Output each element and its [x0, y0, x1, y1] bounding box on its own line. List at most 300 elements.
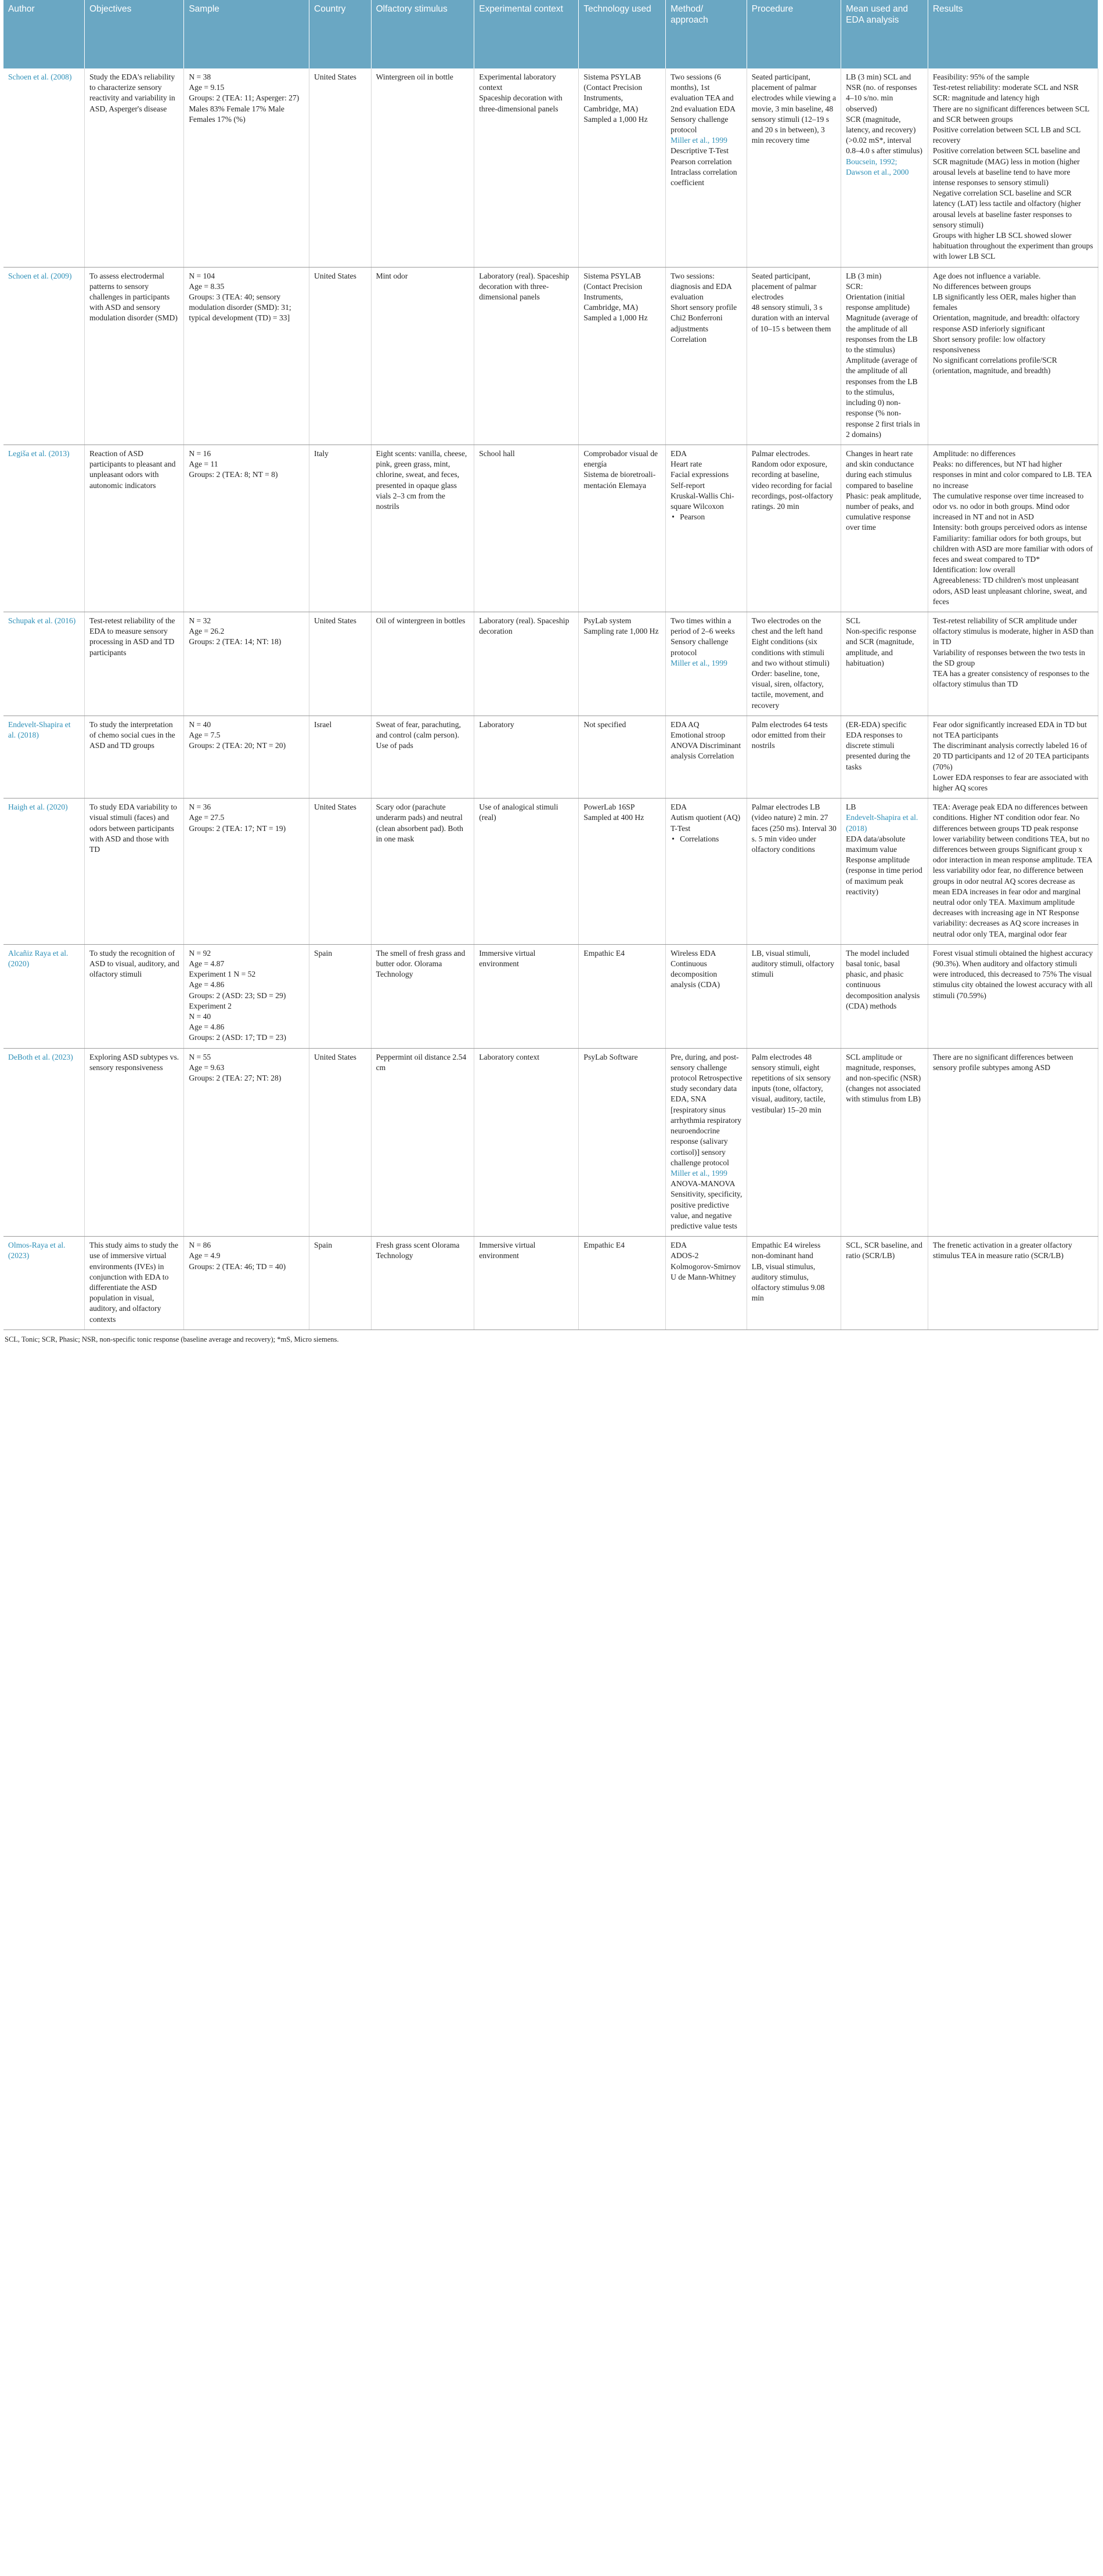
cell-line: Eight conditions (six conditions with stimuli and two without stimuli) Order: baseline, tone, visual, siren, olfactory, tactile, movement, and recovery — [751, 637, 830, 710]
cell-line: Age = 27.5 — [189, 813, 225, 822]
technology-cell — [579, 944, 666, 1048]
cell-line: Study the EDA's reliability to characterize sensory reactivity and variability in ASD, Asperger's disease — [89, 73, 175, 113]
header-row — [3, 0, 1098, 68]
cell-line: Age = 4.87 — [189, 959, 225, 969]
cell-line: EDA — [671, 803, 687, 812]
cell-line: Groups: 2 (TEA: 11; Asperger: 27) — [189, 93, 300, 103]
cell-line: N = 104 — [189, 271, 215, 280]
cell-line: N = 40 — [189, 1012, 211, 1021]
cell-line: To study the interpretation of chemo social cues in the ASD and TD groups — [89, 720, 175, 750]
cell-line: Sistema PSYLAB (Contact Precision Instruments, Cambridge, MA) — [583, 271, 643, 312]
cell-line: PsyLab Software — [583, 1052, 638, 1061]
sample-cell — [184, 1048, 309, 1236]
table-body — [3, 68, 1098, 1329]
cell-line: Sistema PSYLAB (Contact Precision Instruments, Cambridge, MA) — [583, 73, 643, 113]
objectives-cell — [85, 68, 184, 267]
cell-line: Age = 4.86 — [189, 980, 225, 989]
cell-line: Age = 9.15 — [189, 83, 225, 92]
studies-table — [3, 0, 1098, 1330]
author-citation-link[interactable]: Alcañiz Raya et al. (2020) — [8, 948, 69, 969]
experimental-context-cell — [474, 445, 579, 612]
cell-line: (ER-EDA) specific EDA responses to discrete stimuli presented during the tasks — [846, 720, 911, 771]
cell-line: Spaceship decoration with three-dimensional panels — [479, 93, 563, 113]
cell-line: Groups: 2 (ASD: 17; TD = 23) — [189, 1033, 286, 1042]
cell-line: Sistema de bioretroali-mentación Elemaya — [583, 470, 656, 490]
cell-line: No significant correlations profile/SCR (orientation, magnitude, and breadth) — [932, 356, 1057, 375]
objectives-cell — [85, 1237, 184, 1330]
cell-line: Non-specific response and SCR (magnitude, amplitude, and habituation) — [846, 627, 917, 667]
cell-line: N = 86 — [189, 1241, 211, 1250]
cell-line: Two sessions: diagnosis and EDA evaluation — [671, 271, 732, 302]
technology-cell — [579, 267, 666, 445]
cell-text: Spain — [314, 1241, 333, 1250]
cell-line: Changes in heart rate and skin conductance during each stimulus compared to baseline — [846, 449, 914, 490]
cell-line: SCL amplitude or magnitude, responses, and non-specific (NSR) (changes not associated with stimulus from LB) — [846, 1052, 921, 1104]
cell-line: Groups: 2 (ASD: 23; SD = 29) — [189, 991, 286, 1000]
cell-line: N = 40 — [189, 720, 211, 729]
experimental-context-cell — [474, 716, 579, 798]
cell-line: Fear odor significantly increased EDA in TD but not TEA participants — [932, 720, 1087, 739]
cell-line: Groups with higher LB SCL showed slower habituation throughout the experiment than groups with lower LB SCL — [932, 231, 1093, 261]
results-cell — [928, 1048, 1098, 1236]
cell-line: Wireless EDA Continuous decomposition analysis (CDA) — [671, 948, 720, 989]
procedure-cell — [747, 1237, 841, 1330]
cell-text: Israel — [314, 720, 332, 729]
bullet-item: • Pearson — [671, 512, 742, 522]
cell-line: SCL, SCR baseline, and ratio (SCR/LB) — [846, 1241, 922, 1260]
technology-cell — [579, 1048, 666, 1236]
procedure-cell — [747, 944, 841, 1048]
cell-line: Experimental laboratory context — [479, 73, 556, 92]
column-header: Author — [3, 0, 85, 68]
objectives-cell — [85, 612, 184, 716]
cell-line: Age = 4.86 — [189, 1023, 225, 1032]
column-header: Method/ approach — [666, 0, 747, 68]
column-header: Technology used — [579, 0, 666, 68]
cell-line: The model included basal tonic, basal phasic, and phasic continuous decomposition analysis (CDA) methods — [846, 948, 920, 1010]
cell-line: Positive correlation between SCL LB and SCL recovery — [932, 125, 1081, 145]
method-cell — [666, 799, 747, 945]
cell-line: Palm electrodes 64 tests odor emitted from their nostrils — [751, 720, 828, 750]
author-cell — [3, 1237, 85, 1330]
column-header: Mean used and EDA analysis — [841, 0, 928, 68]
sample-cell — [184, 944, 309, 1048]
cell-line: To study EDA variability to visual stimuli (faces) and odors between participants with ASD and those with TD — [89, 803, 177, 854]
cell-line: Empathic E4 — [583, 948, 625, 958]
experimental-context-cell — [474, 68, 579, 267]
cell-line: Age = 11 — [189, 460, 218, 469]
cell-line: EDA AQ — [671, 720, 700, 729]
technology-cell — [579, 1237, 666, 1330]
cell-line: Laboratory (real). Spaceship decoration — [479, 616, 569, 636]
cell-line: Test-retest reliability: moderate SCL and NSR SCR: magnitude and latency high — [932, 83, 1079, 103]
cell-line: Exploring ASD subtypes vs. sensory responsiveness — [89, 1052, 179, 1072]
cell-line: Age = 26.2 — [189, 627, 225, 636]
technology-cell — [579, 612, 666, 716]
cell-line: Peaks: no differences, but NT had higher responses in mint and color compared to LB. TEA no increase — [932, 460, 1092, 490]
cell-line: Age = 4.9 — [189, 1251, 221, 1260]
olfactory-stimulus-cell — [371, 944, 474, 1048]
cell-line: Test-retest reliability of the EDA to measure sensory processing in ASD and TD participants — [89, 616, 175, 657]
cell-line: Short sensory profile: low olfactory responsiveness — [932, 334, 1046, 355]
author-citation-link[interactable]: DeBoth et al. (2023) — [8, 1052, 73, 1061]
table-row — [3, 1048, 1098, 1236]
cell-line: Palmar electrodes. Random odor exposure, recording at baseline, video recording for facial recordings, post-olfactory ratings. 20 min — [751, 449, 834, 511]
cell-text: Italy — [314, 449, 329, 458]
country-cell — [309, 1237, 372, 1330]
cell-line: Groups: 3 (TEA: 40; sensory modulation disorder (SMD): 31; typical development (TD) = 33] — [189, 292, 291, 323]
method-cell — [666, 612, 747, 716]
cell-line: Laboratory — [479, 720, 514, 729]
cell-line: LB, visual stimuli, auditory stimuli, olfactory stimuli — [751, 948, 835, 979]
cell-line: Groups: 2 (TEA: 27; NT: 28) — [189, 1074, 282, 1083]
results-cell — [928, 445, 1098, 612]
olfactory-stimulus-cell — [371, 1048, 474, 1236]
country-cell — [309, 68, 372, 267]
cell-line: This study aims to study the use of immersive virtual environments (IVEs) in conjunction with EDA to differentiate the ASD population in visual, auditory, and olfactory contexts — [89, 1241, 178, 1324]
cell-line: Amplitude: no differences — [932, 449, 1016, 458]
cell-line: ADOS-2 — [671, 1251, 699, 1260]
sample-cell — [184, 799, 309, 945]
cell-line: SCR: — [846, 281, 863, 291]
cell-line: Identification: low overall — [932, 565, 1015, 575]
cell-text: United States — [314, 616, 356, 625]
cell-line: Experiment 1 N = 52 — [189, 970, 256, 979]
cell-line: The frenetic activation in a greater olfactory stimulus TEA in measure ratio (SCR/LB) — [932, 1241, 1072, 1260]
cell-text: United States — [314, 73, 356, 81]
cell-line: Wintergreen oil in bottle — [376, 73, 453, 81]
cell-line: Variability of responses between the two tests in the SD group — [932, 648, 1086, 667]
cell-line: N = 32 — [189, 616, 211, 625]
cell-line: Facial expressions — [671, 470, 729, 479]
results-cell — [928, 799, 1098, 945]
cell-line: Groups: 2 (TEA: 20; NT = 20) — [189, 741, 286, 750]
country-cell — [309, 445, 372, 612]
author-cell — [3, 944, 85, 1048]
olfactory-stimulus-cell — [371, 267, 474, 445]
table-row — [3, 716, 1098, 798]
cell-line: Descriptive T-Test Pearson correlation Intraclass correlation coefficient — [671, 146, 737, 187]
country-cell — [309, 612, 372, 716]
cell-line: Palmar electrodes LB (video nature) 2 min. 27 faces (250 ms). Interval 30 s. 5 min video under olfactory conditions — [751, 803, 837, 854]
cell-line: Two times within a period of 2–6 weeks Sensory challenge protocol — [671, 616, 735, 657]
olfactory-stimulus-cell — [371, 612, 474, 716]
cell-line: Females 17% (%) — [189, 114, 246, 124]
table-footnote: SCL, Tonic; SCR, Phasic; NSR, non-specific tonic response (baseline average and recovery); *mS, Micro siemens. — [5, 1335, 339, 1343]
eda-analysis-cell — [841, 716, 928, 798]
experimental-context-cell — [474, 267, 579, 445]
table-row — [3, 799, 1098, 945]
cell-line: Laboratory context — [479, 1052, 540, 1061]
country-cell — [309, 716, 372, 798]
cell-line: N = 92 — [189, 948, 211, 958]
author-cell — [3, 799, 85, 945]
cell-line: N = 55 — [189, 1052, 211, 1061]
eda-analysis-cell — [841, 799, 928, 945]
method-cell — [666, 716, 747, 798]
cell-line: Short sensory profile Chi2 Bonferroni adjustments Correlation — [671, 303, 737, 344]
cell-line: Sweat of fear, parachuting, and control (calm person). Use of pads — [376, 720, 461, 750]
olfactory-stimulus-cell — [371, 68, 474, 267]
column-header: Country — [309, 0, 372, 68]
eda-analysis-cell — [841, 1237, 928, 1330]
results-cell — [928, 68, 1098, 267]
procedure-cell — [747, 68, 841, 267]
cell-line: Orientation (initial response amplitude) — [846, 292, 910, 312]
procedure-cell — [747, 267, 841, 445]
author-citation-link[interactable]: Schoen et al. (2008) — [8, 73, 72, 81]
cell-line: Feasibility: 95% of the sample — [932, 73, 1029, 81]
cell-line: TEA has a greater consistency of responses to the olfactory stimulus than TD — [932, 669, 1090, 689]
cell-line: To assess electrodermal patterns to sensory challenges in participants with ASD and sensory modulation disorder (SMD) — [89, 271, 178, 323]
cell-line: Age = 8.35 — [189, 281, 225, 291]
cell-line: Sampled a 1,000 Hz — [583, 114, 648, 124]
table-row — [3, 944, 1098, 1048]
objectives-cell — [85, 799, 184, 945]
objectives-cell — [85, 1048, 184, 1236]
column-header: Sample — [184, 0, 309, 68]
cell-line: Empathic E4 — [583, 1241, 625, 1250]
table-row — [3, 1237, 1098, 1330]
cell-line: Positive correlation between SCL baseline and SCR magnitude (MAG) less in motion (higher arousal levels at baseline tend to have more intense responses to sensory stimuli) — [932, 146, 1080, 187]
cell-line: Seated participant, placement of palmar electrodes — [751, 271, 817, 302]
citation-link[interactable]: Miller et al., 1999 — [671, 658, 727, 667]
cell-line: LB — [846, 803, 856, 812]
country-cell — [309, 1048, 372, 1236]
author-citation-link[interactable]: Legiša et al. (2013) — [8, 449, 70, 458]
author-citation-link[interactable]: Endevelt-Shapira et al. (2018) — [8, 720, 71, 739]
cell-line: N = 16 — [189, 449, 211, 458]
cell-line: Use of analogical stimuli (real) — [479, 803, 558, 822]
cell-line: Eight scents: vanilla, cheese, pink, green grass, mint, chlorine, sweat, and feces, presented in opaque glass vials 2–3 cm from the nostrils — [376, 449, 467, 511]
table-row — [3, 68, 1098, 267]
cell-line: EDA data/absolute maximum value Response amplitude (response in time period of maximum peak reactivity) — [846, 834, 922, 896]
cell-text: Spain — [314, 948, 333, 958]
cell-line: Forest visual stimuli obtained the highest accuracy (90.3%). When auditory and olfactory stimuli were introduced, this decreased to 75% The visual stimulus city obtained the lowest accuracy with all stimuli (70.59%) — [932, 948, 1093, 1000]
cell-line: The cumulative response over time increased to odor vs. no odor in both groups. Mind odor increased in NT and not in ASD — [932, 491, 1084, 522]
sample-cell — [184, 1237, 309, 1330]
cell-line: Groups: 2 (TEA: 46; TD = 40) — [189, 1262, 286, 1271]
cell-line: There are no significant differences between sensory profile subtypes among ASD — [932, 1052, 1073, 1072]
method-cell — [666, 1237, 747, 1330]
author-cell — [3, 1048, 85, 1236]
sample-cell — [184, 716, 309, 798]
method-cell — [666, 445, 747, 612]
results-cell — [928, 267, 1098, 445]
cell-line: SCL — [846, 616, 861, 625]
cell-line: Groups: 2 (TEA: 17; NT = 19) — [189, 823, 286, 833]
experimental-context-cell — [474, 1048, 579, 1236]
method-cell — [666, 944, 747, 1048]
cell-line: Intensity: both groups perceived odors as intense — [932, 523, 1087, 532]
objectives-cell — [85, 445, 184, 612]
cell-text: United States — [314, 271, 356, 280]
cell-line: Sampled a 1,000 Hz — [583, 313, 648, 323]
country-cell — [309, 799, 372, 945]
cell-line: Oil of wintergreen in bottles — [376, 616, 466, 625]
author-citation-link[interactable]: Olmos-Raya et al. (2023) — [8, 1241, 66, 1260]
column-header: Objectives — [85, 0, 184, 68]
olfactory-stimulus-cell — [371, 445, 474, 612]
sample-cell — [184, 267, 309, 445]
cell-line: School hall — [479, 449, 515, 458]
experimental-context-cell — [474, 612, 579, 716]
cell-line: Laboratory (real). Spaceship decoration with three-dimensional panels — [479, 271, 569, 302]
column-header: Experimental context — [474, 0, 579, 68]
procedure-cell — [747, 1048, 841, 1236]
table-page — [3, 0, 1101, 1344]
olfactory-stimulus-cell — [371, 799, 474, 945]
sample-cell — [184, 68, 309, 267]
experimental-context-cell — [474, 1237, 579, 1330]
cell-line: Autism quotient (AQ) T-Test — [671, 813, 741, 833]
cell-line: Mint odor — [376, 271, 408, 280]
cell-line: There are no significant differences between SCL and SCR between groups — [932, 104, 1090, 124]
cell-line: Fresh grass scent Olorama Technology — [376, 1241, 460, 1260]
cell-line: The smell of fresh grass and butter odor. Olorama Technology — [376, 948, 466, 979]
bullet-item: • Correlations — [671, 834, 742, 844]
cell-line: Orientation, magnitude, and breadth: olfactory response ASD inferiorly significant — [932, 313, 1080, 333]
cell-line: Negative correlation SCL baseline and SCR latency (LAT) less tactile and olfactory (higher arousal levels at baseline faster responses to sensory stimuli) — [932, 189, 1081, 229]
eda-analysis-cell — [841, 445, 928, 612]
column-header: Results — [928, 0, 1098, 68]
cell-line: Not specified — [583, 720, 626, 729]
cell-line: Familiarity: familiar odors for both groups, but children with ASD are more familiar with odors of feces and sweat compared to TD* — [932, 533, 1093, 563]
cell-line: No differences between groups — [932, 281, 1032, 291]
eda-analysis-cell — [841, 68, 928, 267]
cell-text: United States — [314, 803, 356, 812]
cell-line: Sensory challenge protocol — [671, 114, 729, 135]
olfactory-stimulus-cell — [371, 716, 474, 798]
results-cell — [928, 1237, 1098, 1330]
cell-line: Two electrodes on the chest and the left hand — [751, 616, 823, 636]
method-cell — [666, 267, 747, 445]
technology-cell — [579, 445, 666, 612]
procedure-cell — [747, 612, 841, 716]
sample-cell — [184, 445, 309, 612]
eda-analysis-cell — [841, 267, 928, 445]
eda-analysis-cell — [841, 1048, 928, 1236]
cell-line: N = 36 — [189, 803, 211, 812]
procedure-cell — [747, 799, 841, 945]
cell-line: Reaction of ASD participants to pleasant and unpleasant odors with autonomic indicators — [89, 449, 176, 490]
olfactory-stimulus-cell — [371, 1237, 474, 1330]
table-row — [3, 445, 1098, 612]
column-header: Olfactory stimulus — [371, 0, 474, 68]
cell-line: Phasic: peak amplitude, number of peaks, and cumulative response over time — [846, 491, 921, 532]
author-cell — [3, 68, 85, 267]
cell-line: Age = 9.63 — [189, 1063, 225, 1072]
cell-line: LB (3 min) SCL and NSR (no. of responses 4–10 s/no. min observed) — [846, 73, 917, 113]
cell-line: Seated participant, placement of palmar electrodes while viewing a movie, 3 min baseline, 48 sensory stimuli (12–19 s and 20 s in between), 3 min recovery time — [751, 73, 837, 145]
results-cell — [928, 716, 1098, 798]
procedure-cell — [747, 716, 841, 798]
cell-line: Immersive virtual environment — [479, 1241, 536, 1260]
cell-line: Heart rate — [671, 460, 702, 469]
cell-line: LB, visual stimulus, auditory stimulus, olfactory stimulus 9.08 min — [751, 1262, 825, 1303]
table-row — [3, 267, 1098, 445]
objectives-cell — [85, 267, 184, 445]
cell-line: LB significantly less OER, males higher than females — [932, 292, 1076, 312]
method-cell — [666, 68, 747, 267]
cell-line: 48 sensory stimuli, 3 s duration with an interval of 10–15 s between them — [751, 303, 831, 333]
results-cell — [928, 944, 1098, 1048]
cell-line: Scary odor (parachute underarm pads) and neutral (clean absorbent pad). Both in one mask — [376, 803, 463, 843]
cell-line: Kruskal-Wallis Chi-square Wilcoxon — [671, 491, 734, 511]
technology-cell — [579, 68, 666, 267]
citation-link[interactable]: Boucsein, 1992; Dawson et al., 2000 — [846, 157, 909, 176]
cell-line: TEA: Average peak EDA no differences between conditions. Higher NT condition odor fear. No differences between groups TD peak response lower variability between conditions TEA, but no differences between groups Significant group x odor interaction in mean response amplitude. TEA less variability odor fear, no difference between groups in odor neutral AQ scores decrease as mean EDA increases in fear odor and marginal neutral odor only TEA. Maximum amplitude decreases with increasing age in NT Response variability: decreases as AQ score increases in neutral odor only TEA, marginal odor fear — [932, 803, 1093, 938]
column-header: Procedure — [747, 0, 841, 68]
objectives-cell — [85, 716, 184, 798]
cell-line: LB (3 min) — [846, 271, 882, 280]
cell-line: Immersive virtual environment — [479, 948, 536, 969]
author-cell — [3, 445, 85, 612]
cell-line: Comprobador visual de energía — [583, 449, 658, 469]
cell-line: Pre, during, and post-sensory challenge protocol Retrospective study secondary data EDA, SNA [respiratory sinus arrhythmia respiratory neuroendocrine response (salivary cortisol)] sensory challenge protocol — [671, 1052, 742, 1167]
cell-text: United States — [314, 1052, 356, 1061]
technology-cell — [579, 716, 666, 798]
cell-line: Kolmogorov-Smirnov — [671, 1262, 741, 1271]
author-cell — [3, 267, 85, 445]
country-cell — [309, 267, 372, 445]
cell-line: EDA — [671, 449, 687, 458]
experimental-context-cell — [474, 799, 579, 945]
cell-line: Experiment 2 — [189, 1001, 232, 1010]
cell-line: Age does not influence a variable. — [932, 271, 1041, 280]
sample-cell — [184, 612, 309, 716]
cell-line: Empathic E4 wireless non-dominant hand — [751, 1241, 821, 1260]
eda-analysis-cell — [841, 944, 928, 1048]
procedure-cell — [747, 445, 841, 612]
cell-line: Magnitude (average of the amplitude of all responses from the LB to the stimulus) — [846, 313, 918, 355]
cell-line: EDA — [671, 1241, 687, 1250]
cell-line: Groups: 2 (TEA: 8; NT = 8) — [189, 470, 278, 479]
cell-line: N = 38 — [189, 73, 211, 81]
cell-line: ANOVA-MANOVA Sensitivity, specificity, positive predictive value, and negative predictive value tests — [671, 1179, 742, 1230]
cell-line: Age = 7.5 — [189, 730, 221, 739]
author-citation-link[interactable]: Schoen et al. (2009) — [8, 271, 72, 280]
table-row — [3, 612, 1098, 716]
cell-line: Agreeableness: TD children's most unpleasant odors, ASD least unpleasant chlorine, sweat, and feces — [932, 576, 1087, 606]
cell-line: SCR (magnitude, latency, and recovery) (>0.02 mS*, interval 0.8–4.0 s after stimulus) — [846, 114, 922, 156]
table-header — [3, 0, 1098, 68]
cell-line: PsyLab system Sampling rate 1,000 Hz — [583, 616, 659, 636]
cell-line: Palm electrodes 48 sensory stimuli, eight repetitions of six sensory inputs (tone, olfactory, visual, auditory, tactile, vestibular) 15–20 min — [751, 1052, 831, 1114]
author-citation-link[interactable]: Schupak et al. (2016) — [8, 616, 76, 625]
cell-line: Self-report — [671, 480, 705, 490]
experimental-context-cell — [474, 944, 579, 1048]
cell-line: Groups: 2 (TEA: 14; NT: 18) — [189, 637, 282, 646]
cell-line: To study the recognition of ASD to visual, auditory, and olfactory stimuli — [89, 948, 179, 979]
results-cell — [928, 612, 1098, 716]
citation-link[interactable]: Miller et al., 1999 — [671, 1168, 727, 1177]
country-cell — [309, 944, 372, 1048]
cell-line: Amplitude (average of the amplitude of all responses from the LB to the stimulus, including 0) non-response (% non-response 2 first trials in 2 domains) — [846, 356, 920, 439]
objectives-cell — [85, 944, 184, 1048]
author-citation-link[interactable]: Haigh et al. (2020) — [8, 803, 68, 812]
method-cell — [666, 1048, 747, 1236]
citation-link[interactable]: Miller et al., 1999 — [671, 136, 727, 145]
cell-line: U de Mann-Whitney — [671, 1272, 736, 1281]
cell-line: Males 83% Female 17% Male — [189, 104, 284, 113]
eda-analysis-cell — [841, 612, 928, 716]
citation-link[interactable]: Endevelt-Shapira et al. (2018) — [846, 813, 918, 833]
cell-line: Test-retest reliability of SCR amplitude under olfactory stimulus is moderate, higher in ASD than in TD — [932, 616, 1094, 646]
author-cell — [3, 716, 85, 798]
technology-cell — [579, 799, 666, 945]
cell-line: The discriminant analysis correctly labeled 16 of 20 TD participants and 12 of 20 TEA participants (70%) — [932, 741, 1089, 771]
